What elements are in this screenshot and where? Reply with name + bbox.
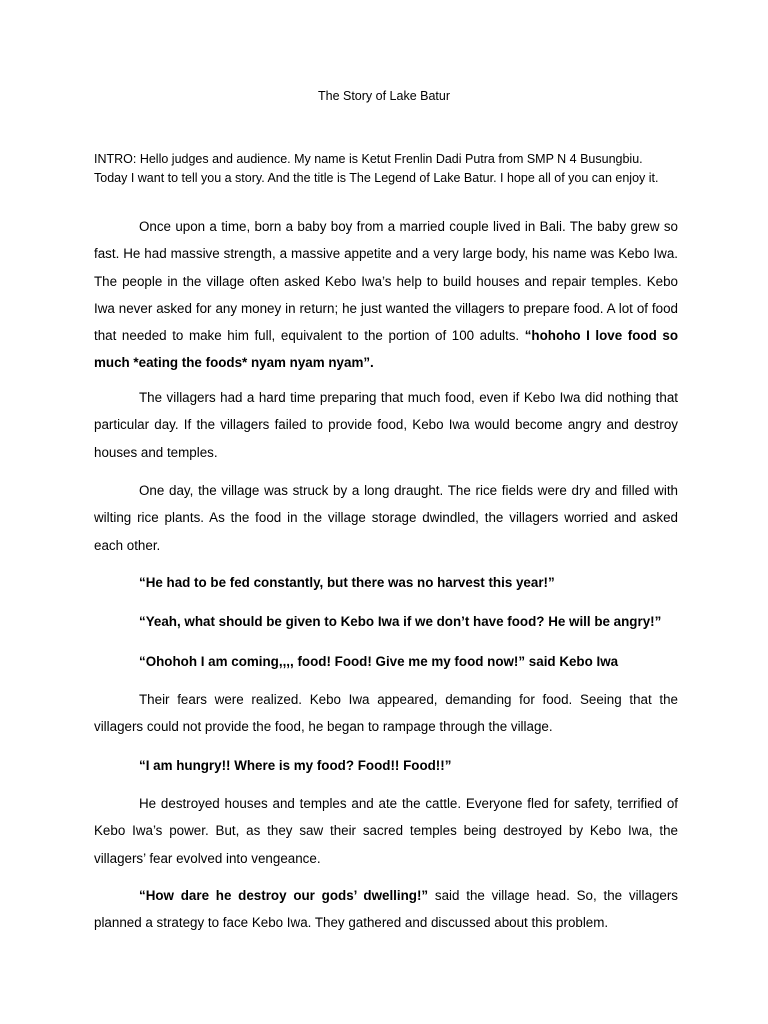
paragraph-5: He destroyed houses and temples and ate the cattle. Everyone fled for safety, terrified of Kebo Iwa’s power. But, as they saw their sacred temples being destroyed by Kebo Iwa, the villagers’ fear evolved into vengeance. [94,796,678,866]
quote-4: “I am hungry!! Where is my food? Food!! Food!!” [139,758,452,773]
paragraph-6 [94,882,678,937]
quote-3: “Ohohoh I am coming,,,, food! Food! Give me my food now!” said Kebo Iwa [139,654,619,669]
quote-1: “He had to be fed constantly, but there was no harvest this year!” [139,575,555,590]
paragraph-2: The villagers had a hard time preparing that much food, even if Kebo Iwa did nothing that particular day. If the villagers failed to provide food, Kebo Iwa would become angry and destroy houses and temples. [94,390,678,460]
intro-paragraph: INTRO: Hello judges and audience. My name is Ketut Frenlin Dadi Putra from SMP N 4 Busungbiu. Today I want to tell you a story. And the title is The Legend of Lake Batur. I hope all of you can enjoy it. [94,152,659,185]
paragraph-6-quote: “How dare he destroy our gods’ dwelling!” [139,888,429,903]
paragraph-1-text: Once upon a time, born a baby boy from a married couple lived in Bali. The baby grew so fast. He had massive strength, a massive appetite and a very large body, his name was Kebo Iwa. The people in the village often asked Kebo Iwa’s help to build houses and repair temples. Kebo Iwa never asked for any money in return; he just wanted the villagers to prepare food. A lot of food that needed to make him full, equivalent to the portion of 100 adults. [94,219,678,344]
paragraph-3: One day, the village was struck by a long draught. The rice fields were dry and filled with wilting rice plants. As the food in the village storage dwindled, the villagers worried and asked each other. [94,483,678,553]
paragraph-4: Their fears were realized. Kebo Iwa appeared, demanding for food. Seeing that the villagers could not provide the food, he began to rampage through the village. [94,692,678,735]
paragraph-6-text: said the village head. So, the villagers planned a strategy to face Kebo Iwa. They gathered and discussed about this problem. [94,888,678,931]
document-title: The Story of Lake Batur [317,89,450,103]
paragraph-1-quote: “hohoho I love food so much *eating the foods* nyam nyam nyam”. [94,328,678,371]
quote-2: “Yeah, what should be given to Kebo Iwa if we don’t have food? He will be angry!” [139,614,662,629]
paragraph-1 [94,213,678,377]
